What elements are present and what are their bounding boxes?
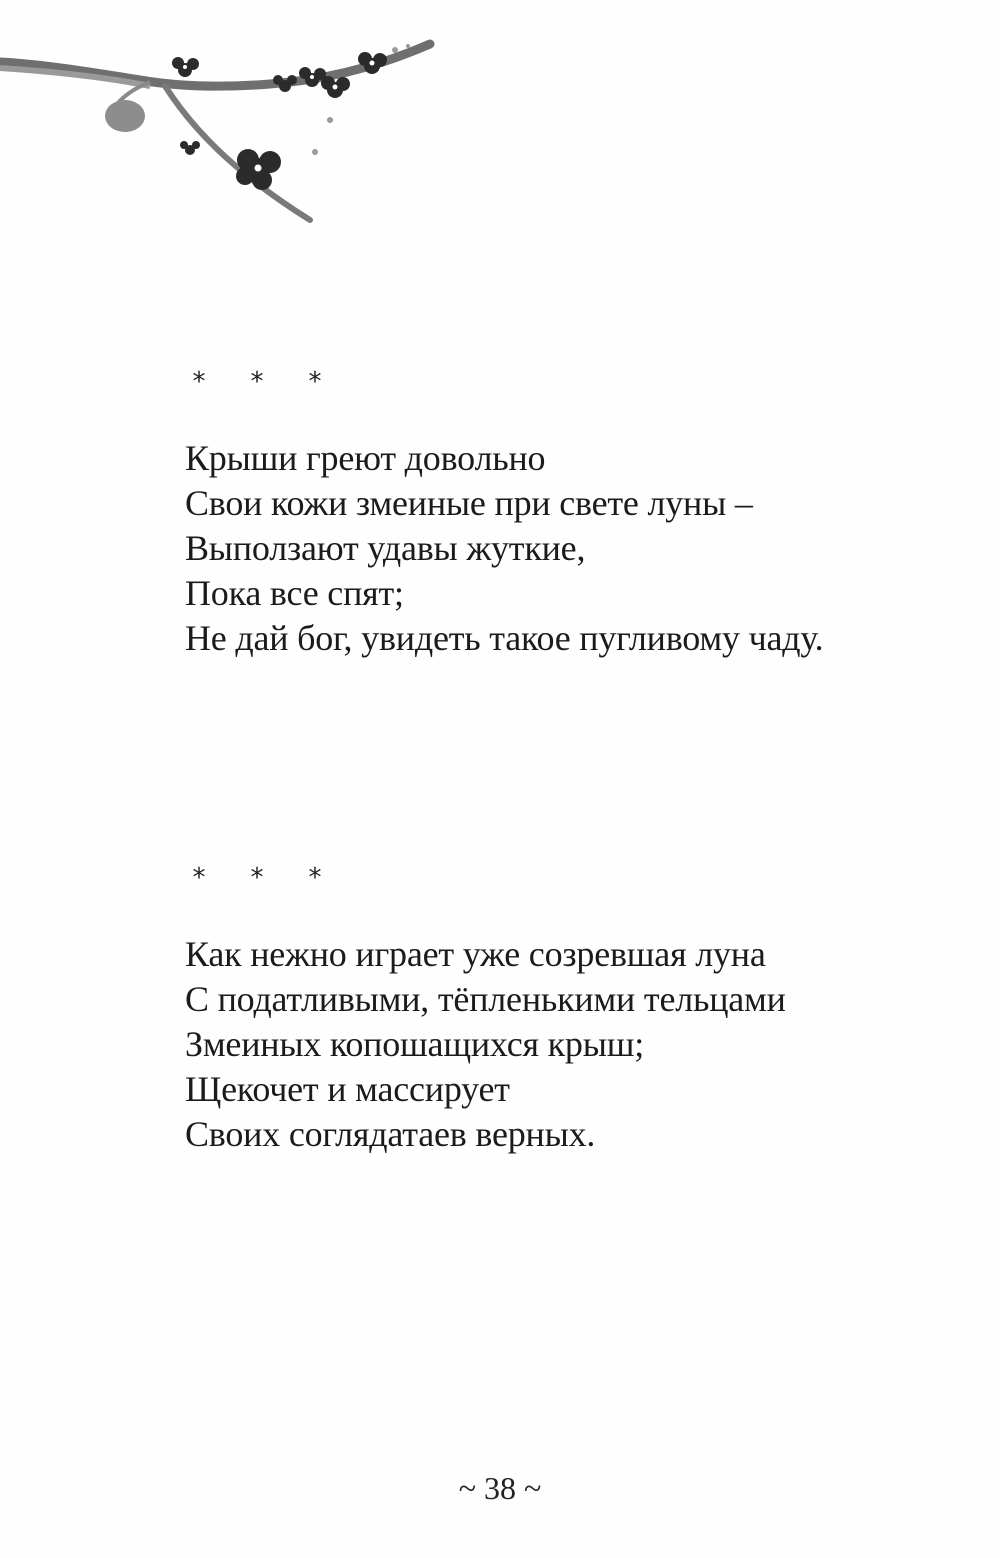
asterisk-icon: * xyxy=(192,863,206,893)
poem-line: Свои кожи змеиные при свете луны – xyxy=(185,483,753,523)
poem-line: Своих соглядатаев верных. xyxy=(185,1114,596,1154)
poem-line: Выползают удавы жуткие, xyxy=(185,528,586,568)
poem-line: Как нежно играет уже созревшая луна xyxy=(185,934,766,974)
asterisk-icon: * xyxy=(250,367,264,397)
section-separator xyxy=(185,858,786,898)
poem-line: Не дай бог, увидеть такое пугливому чаду. xyxy=(185,618,824,658)
cherry-blossom-branch-icon xyxy=(0,20,440,230)
poem xyxy=(185,362,823,661)
poem-line: Щекочет и массирует xyxy=(185,1069,510,1109)
poem-line: Пока все спят; xyxy=(185,573,404,613)
asterisk-icon: * xyxy=(308,367,322,397)
page-number: ~ 38 ~ xyxy=(458,1470,542,1506)
poem-line: Крыши греют довольно xyxy=(185,438,546,478)
poem-line: С податливыми, тёпленькими тельцами xyxy=(185,979,786,1019)
poem-line: Змеиных копошащихся крыш; xyxy=(185,1024,645,1064)
asterisk-icon: * xyxy=(192,367,206,397)
asterisk-icon: * xyxy=(308,863,322,893)
section-separator xyxy=(185,362,823,402)
poem xyxy=(185,858,786,1157)
asterisk-icon: * xyxy=(250,863,264,893)
